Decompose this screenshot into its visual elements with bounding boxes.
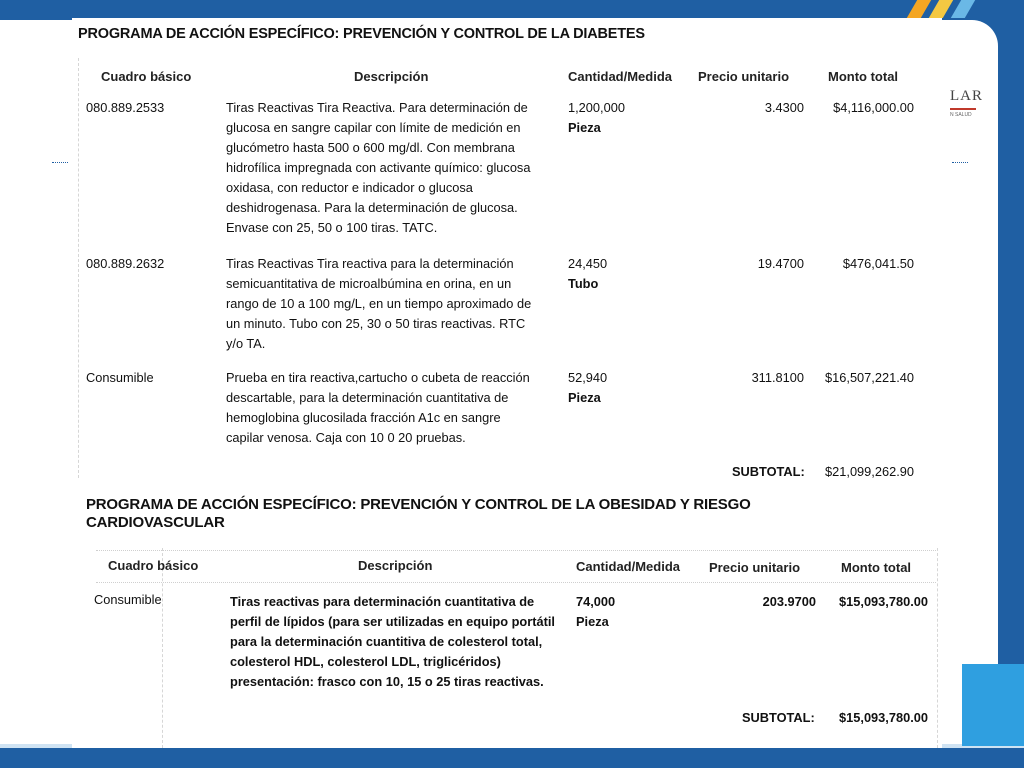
header-cuadro-basico: Cuadro básico	[108, 558, 199, 573]
subtotal-label: SUBTOTAL:	[732, 464, 805, 479]
doc-border	[162, 548, 163, 748]
section-title-diabetes: PROGRAMA DE ACCIÓN ESPECÍFICO: PREVENCIÓN Y CONTROL DE LA DIABETES	[78, 26, 645, 42]
cell-description: Tiras Reactivas Tira reactiva para la determinación semicuantitativa de microalbúmina en orina, en un rango de 10 a 100 mg/L, en un tiempo aproximado de un minuto. Tubo con 25, 30 o 50 tiras reactivas. RTC y/o TA.	[226, 256, 532, 351]
table-rule	[96, 582, 936, 583]
header-precio: Precio unitario	[709, 560, 801, 575]
logo-subtext: N SALUD	[950, 112, 972, 118]
right-dotted-rule	[952, 162, 968, 163]
cell-unit-price: 3.4300	[764, 100, 804, 115]
cell-total: $16,507,221.40	[825, 370, 914, 385]
left-dotted-rule	[52, 162, 68, 163]
doc-border	[78, 58, 79, 478]
cell-quantity: 24,450 Tubo	[568, 256, 608, 291]
cell-unit-price: 203.9700	[762, 594, 816, 609]
scanned-document	[72, 18, 942, 748]
subtotal-value: $15,093,780.00	[839, 710, 928, 725]
subtotal-label: SUBTOTAL:	[742, 710, 815, 725]
section-title-obesidad: PROGRAMA DE ACCIÓN ESPECÍFICO: PREVENCIÓN Y CONTROL DE LA OBESIDAD Y RIESGO	[86, 496, 751, 513]
header-precio: Precio unitario	[698, 69, 790, 84]
cell-unit-price: 311.8100	[751, 370, 804, 385]
header-monto: Monto total	[841, 560, 912, 575]
cell-total: $4,116,000.00	[833, 100, 914, 115]
cell-description: Tiras Reactivas Tira Reactiva. Para determinación de glucosa en sangre capilar con límite de medición en glucómetro hasta 500 o 600 mg/dl. Con membrana hidrofílica impregnada con activante químico: glucosa oxidasa, con reductor e indicador o glucosa deshidrogenasa. Para la determinación de glucosa. Envase con 25, 50 o 100 tiras. TATC.	[226, 100, 531, 235]
header-descripcion: Descripción	[358, 558, 433, 573]
cell-description: Tiras reactivas para determinación cuantitativa de perfil de lípidos (para ser utilizadas en equipo portátil para la determinación cuantitiva de colesterol total, colesterol HDL, colesterol LDL, triglicéridos) presentación: frasco con 10, 15 o 25 tiras reactivas.	[230, 594, 555, 689]
cell-unit-price: 19.4700	[757, 256, 804, 271]
header-cantidad: Cantidad/Medida	[568, 69, 673, 84]
cell-description: Prueba en tira reactiva,cartucho o cubeta de reacción descartable, para la determinación cuantitativa de hemoglobina glucosilada fracción A1c en sangre capilar venosa. Caja con 10 0 20 pruebas.	[226, 370, 530, 445]
table-rule	[96, 550, 936, 551]
header-descripcion: Descripción	[354, 69, 429, 84]
logo-underline	[950, 108, 976, 110]
cell-code: 080.889.2533	[86, 100, 165, 115]
doc-border	[937, 548, 938, 748]
bottom-band	[0, 748, 1024, 768]
cell-code: Consumible	[86, 370, 154, 385]
side-accent-block	[962, 664, 1024, 746]
header-cuadro-basico: Cuadro básico	[101, 69, 192, 84]
cell-quantity: 74,000 Pieza	[576, 594, 616, 629]
cell-quantity: 1,200,000 Pieza	[568, 100, 625, 135]
cell-code: 080.889.2632	[86, 256, 165, 271]
subtotal-value: $21,099,262.90	[825, 464, 914, 479]
cell-code: Consumible	[94, 592, 162, 607]
section-title-obesidad-line2: CARDIOVASCULAR	[86, 514, 225, 531]
logo-text: LAR	[950, 88, 983, 104]
cell-total: $476,041.50	[842, 256, 914, 271]
cell-total: $15,093,780.00	[839, 594, 928, 609]
header-cantidad: Cantidad/Medida	[576, 559, 681, 574]
cell-quantity: 52,940 Pieza	[568, 370, 608, 405]
header-monto: Monto total	[828, 69, 899, 84]
